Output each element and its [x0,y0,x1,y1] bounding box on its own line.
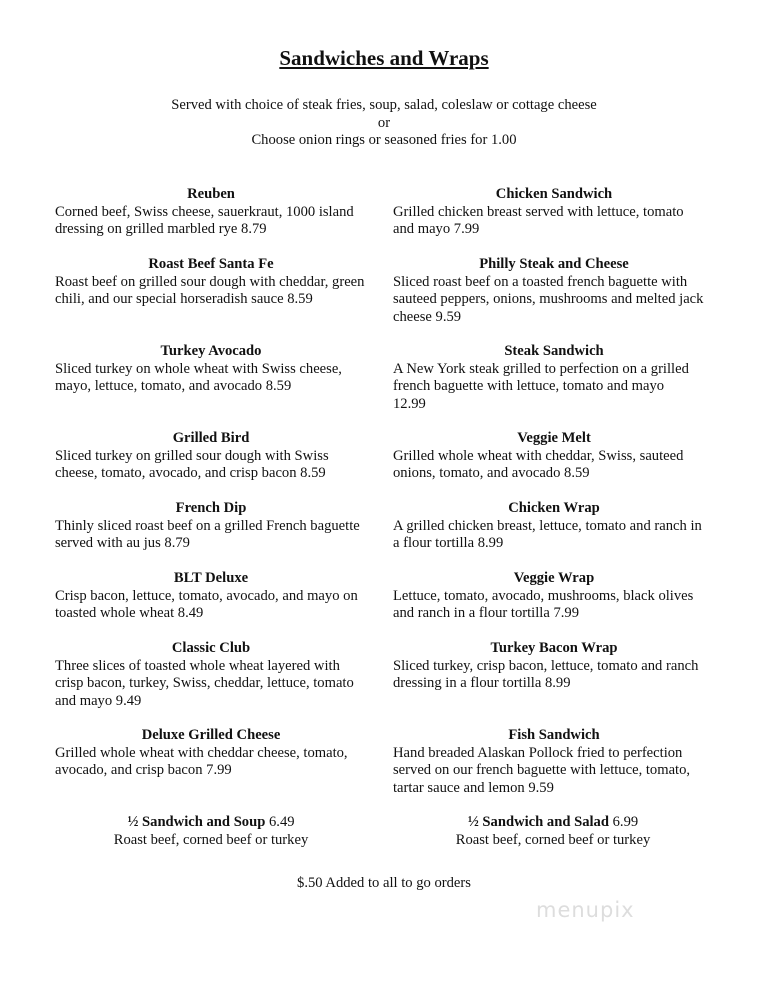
menu-item-description: Sliced turkey on grilled sour dough with Swiss [55,447,329,464]
menu-item-name: Chicken Sandwich [495,186,613,202]
menu-item-description: avocado, and crisp bacon 7.99 [55,762,232,779]
menu-item-description: 12.99 [393,395,426,412]
menu-item-description: tartar sauce and lemon 9.59 [393,779,554,796]
intro-or: or [377,114,391,131]
menu-item-description: Three slices of toasted whole wheat layered with [55,657,340,674]
menu-item-description: Crisp bacon, lettuce, tomato, avocado, and mayo on [55,587,358,604]
menu-item-name: Grilled Bird [172,430,250,446]
menu-item-name: Deluxe Grilled Cheese [141,727,281,743]
menu-item-name: Steak Sandwich [504,343,604,359]
menu-item-name: Philly Steak and Cheese [479,256,629,272]
menu-item-description: A New York steak grilled to perfection on a grilled [393,360,689,377]
half-salad-desc: Roast beef, corned beef or turkey [455,831,651,848]
menu-item [55,186,367,239]
menu-item-name: Reuben [187,186,235,202]
half-soup-desc: Roast beef, corned beef or turkey [113,831,309,848]
menu-item-description: french baguette with lettuce, tomato and mayo [393,378,665,395]
menu-item [393,570,715,623]
menu-item-description: crisp bacon, turkey, Swiss, cheddar, lettuce, tomato [55,675,354,692]
menupix-watermark: menupix [536,898,635,922]
half-soup-name: ½ Sandwich and Soup [127,814,266,830]
menu-item [55,343,367,396]
menu-item-name: French Dip [175,500,247,516]
menu-item [55,640,367,710]
menu-item [393,186,715,239]
menu-item [55,256,367,309]
menu-item-description: Grilled whole wheat with cheddar, Swiss, sauteed [393,447,684,464]
intro-upgrade: Choose onion rings or seasoned fries for 1.00 [251,132,517,149]
intro-sides: Served with choice of steak fries, soup, salad, coleslaw or cottage cheese [171,97,597,113]
menu-item [393,343,715,413]
menu-item [55,570,367,623]
menu-item-description: onions, tomato, and avocado 8.59 [393,465,590,482]
menu-item [393,727,715,797]
menu-item-description: chili, and our special horseradish sauce 8.59 [55,291,313,308]
menu-item-name: Veggie Melt [517,430,591,446]
menu-item-name: Fish Sandwich [508,727,600,743]
menu-item [393,500,715,553]
menu-item-description: Lettuce, tomato, avocado, mushrooms, black olives [393,587,694,604]
menu-item-description: Sliced roast beef on a toasted french baguette with [393,273,688,290]
menu-item [55,430,367,483]
half-soup-price: 6.49 [269,814,295,830]
menu-item-description: Roast beef on grilled sour dough with cheddar, green [55,273,365,290]
menu-item-description: dressing in a flour tortilla 8.99 [393,675,571,692]
menu-item-description: dressing on grilled marbled rye 8.79 [55,221,267,238]
menu-item-name: Turkey Avocado [160,343,262,359]
menu-item-description: Grilled whole wheat with cheddar cheese, tomato, [55,744,348,761]
menu-item [393,430,715,483]
menu-item-name: BLT Deluxe [173,570,249,586]
menu-item [55,727,367,780]
menu-item-description: cheese, tomato, avocado, and crisp bacon 8.59 [55,465,326,482]
menu-item-name: Veggie Wrap [513,570,595,586]
menu-item-description: served on our french baguette with lettuce, tomato, [393,762,691,779]
menu-item-description: sauteed peppers, onions, mushrooms and melted jack [393,291,704,308]
menu-item [55,500,367,553]
page-title: Sandwiches and Wraps [279,46,489,70]
intro [0,97,768,150]
menu-item-description: Grilled chicken breast served with lettuce, tomato [393,203,684,220]
to-go-note: $.50 Added to all to go orders [297,875,471,891]
menu-item-description: Sliced turkey, crisp bacon, lettuce, tomato and ranch [393,657,699,674]
half-salad-price: 6.99 [612,814,639,830]
menu-item [393,640,715,693]
menu-item-description: Thinly sliced roast beef on a grilled French baguette [55,517,360,534]
menu-item-description: served with au jus 8.79 [55,535,190,552]
menu-item-description: and ranch in a flour tortilla 7.99 [393,605,580,622]
half-sandwich-soup [55,814,367,849]
menu-item-description: and mayo 7.99 [393,221,480,238]
menu-item-description: toasted whole wheat 8.49 [55,605,204,622]
menu-item-name: Roast Beef Santa Fe [148,256,274,272]
half-sandwich-salad [393,814,713,849]
menu-item [393,256,715,326]
menu-item-description: and mayo 9.49 [55,692,142,709]
menu-item-description: mayo, lettuce, tomato, and avocado 8.59 [55,378,292,395]
menu-item-name: Turkey Bacon Wrap [490,640,618,656]
half-salad-name: ½ Sandwich and Salad [467,814,609,830]
menu-item-description: Corned beef, Swiss cheese, sauerkraut, 1000 island [55,203,354,220]
menu-item-name: Chicken Wrap [508,500,600,516]
menu-item-description: Hand breaded Alaskan Pollock fried to perfection [393,744,683,761]
menu-item-description: a flour tortilla 8.99 [393,535,504,552]
menu-item-description: A grilled chicken breast, lettuce, tomato and ranch in [393,517,702,534]
menu-item-description: cheese 9.59 [393,308,462,325]
menu-item-name: Classic Club [171,640,251,656]
menu-item-description: Sliced turkey on whole wheat with Swiss cheese, [55,360,342,377]
